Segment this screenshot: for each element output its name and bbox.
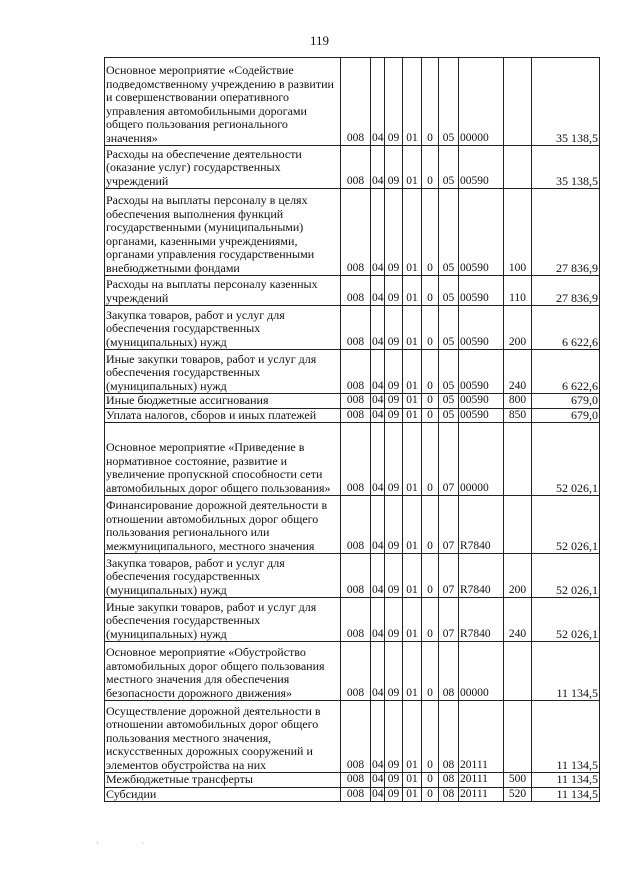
expense-type-code: 800 [504,394,532,409]
section-code: 04 [371,701,385,773]
subsection-code: 09 [385,146,403,189]
subsection-code: 09 [385,276,403,306]
subprogram-code: 0 [422,58,439,146]
program-code: 01 [403,146,422,189]
table-row [105,787,600,802]
row-name: Расходы на выплаты персоналу казенных учреждений [105,276,341,306]
amount: 35 138,5 [532,58,600,146]
ministry-code: 008 [341,306,371,350]
event-code: 08 [439,773,459,788]
subsection-code: 09 [385,642,403,701]
program-code: 01 [403,496,422,554]
subsection-code: 09 [385,496,403,554]
event-code: 05 [439,306,459,350]
subprogram-code: 0 [422,701,439,773]
ministry-code: 008 [341,350,371,394]
row-name: Финансирование дорожной деятельности в отношении автомобильных дорог общего пользования регионального или межмуниципального, местного значения [105,496,341,554]
expense-type-code: 100 [504,189,532,276]
subsection-code: 09 [385,350,403,394]
row-name: Осуществление дорожной деятельности в отношении автомобильных дорог общего пользования местного значения, искусственных дорожных сооружений и элементов обустройства на них [105,701,341,773]
expense-type-code [504,146,532,189]
section-code: 04 [371,189,385,276]
program-code: 01 [403,598,422,642]
table-row [105,773,600,788]
row-name: Расходы на выплаты персоналу в целях обеспечения выполнения функций государственными (муниципальными) органами, казенными учреждениями, органами управления государственными внебюджетными фондами [105,189,341,276]
program-code: 01 [403,642,422,701]
budget-table-body [105,58,600,802]
table-row [105,306,600,350]
row-name: Межбюджетные трансферты [105,773,341,788]
row-name: Основное мероприятие «Содействие подведомственному учреждению в развитии и совершенствовании оперативного управления автомобильными дорогами общего пользования регионального значения» [105,58,341,146]
section-code: 04 [371,146,385,189]
subsection-code: 09 [385,787,403,802]
row-name: Иные закупки товаров, работ и услуг для обеспечения государственных (муниципальных) нужд [105,350,341,394]
event-code: 05 [439,189,459,276]
expense-type-code: 110 [504,276,532,306]
program-code: 01 [403,423,422,496]
event-code: 05 [439,408,459,423]
direction-code: 00590 [459,408,504,423]
subsection-code: 09 [385,701,403,773]
amount: 27 836,9 [532,189,600,276]
subprogram-code: 0 [422,276,439,306]
ministry-code: 008 [341,58,371,146]
table-row [105,701,600,773]
amount: 679,0 [532,394,600,409]
table-row [105,408,600,423]
subprogram-code: 0 [422,423,439,496]
program-code: 01 [403,350,422,394]
direction-code: 00590 [459,189,504,276]
direction-code: 00000 [459,423,504,496]
budget-table [104,57,600,802]
subsection-code: 09 [385,306,403,350]
table-row [105,496,600,554]
subprogram-code: 0 [422,642,439,701]
subprogram-code: 0 [422,408,439,423]
event-code: 08 [439,787,459,802]
expense-type-code [504,58,532,146]
table-row [105,554,600,598]
subprogram-code: 0 [422,146,439,189]
section-code: 04 [371,423,385,496]
subprogram-code: 0 [422,598,439,642]
section-code: 04 [372,408,384,421]
section-code: 04 [371,598,385,642]
program-code: 01 [403,394,422,409]
table-row [105,146,600,189]
amount: 27 836,9 [532,276,600,306]
expense-type-code: 500 [504,773,532,788]
section-code: 04 [372,787,384,800]
direction-code: 00590 [459,276,504,306]
expense-type-code: 850 [504,408,532,423]
row-name: Закупка товаров, работ и услуг для обеспечения государственных (муниципальных) нужд [105,554,341,598]
table-row [105,642,600,701]
expense-type-code [504,423,532,496]
row-name: Уплата налогов, сборов и иных платежей [105,408,341,423]
event-code: 05 [439,58,459,146]
program-code: 01 [403,701,422,773]
expense-type-code: 520 [504,787,532,802]
subsection-code: 09 [385,423,403,496]
ministry-code: 008 [341,189,371,276]
event-code: 05 [439,276,459,306]
row-name: Основное мероприятие «Обустройство автомобильных дорог общего пользования местного значения для обеспечения безопасности дорожного движения» [105,642,341,701]
subprogram-code: 0 [422,787,439,802]
ministry-code: 008 [341,276,371,306]
amount: 679,0 [532,408,600,423]
amount: 52 026,1 [532,496,600,554]
direction-code: R7840 [459,554,504,598]
amount: 52 026,1 [532,423,600,496]
subprogram-code: 0 [422,350,439,394]
ministry-code: 008 [341,146,371,189]
direction-code: 00590 [459,350,504,394]
program-code: 01 [403,306,422,350]
amount: 6 622,6 [532,306,600,350]
expense-type-code: 240 [504,598,532,642]
ministry-code: 008 [341,423,371,496]
ministry-code: 008 [341,642,371,701]
amount: 11 134,5 [532,701,600,773]
ministry-code: 008 [341,554,371,598]
section-code: 04 [371,496,385,554]
expense-type-code: 200 [504,554,532,598]
expense-type-code [504,496,532,554]
table-row [105,350,600,394]
event-code: 05 [439,146,459,189]
event-code: 08 [439,642,459,701]
row-name: Расходы на обеспечение деятельности (оказание услуг) государственных учреждений [105,146,341,189]
ministry-code: 008 [341,394,371,409]
section-code: 04 [371,554,385,598]
section-code: 04 [371,276,385,306]
subsection-code: 09 [385,408,403,423]
direction-code: 20111 [459,787,504,802]
subprogram-code: 0 [422,394,439,409]
direction-code: 00000 [459,58,504,146]
direction-code: 00590 [459,394,504,409]
event-code: 05 [439,350,459,394]
direction-code: 20111 [459,701,504,773]
program-code: 01 [403,408,422,423]
amount: 52 026,1 [532,554,600,598]
row-name: Иные закупки товаров, работ и услуг для обеспечения государственных (муниципальных) нужд [105,598,341,642]
program-code: 01 [403,58,422,146]
expense-type-code: 240 [504,350,532,394]
event-code: 07 [439,423,459,496]
row-name: Иные бюджетные ассигнования [105,394,341,409]
ministry-code: 008 [341,598,371,642]
event-code: 07 [439,496,459,554]
table-row [105,58,600,146]
subprogram-code: 0 [422,189,439,276]
direction-code: 00590 [459,306,504,350]
amount: 52 026,1 [532,598,600,642]
table-row [105,394,600,409]
program-code: 01 [403,276,422,306]
event-code: 08 [439,701,459,773]
row-name: Субсидии [105,787,341,802]
subsection-code: 09 [385,189,403,276]
direction-code: R7840 [459,598,504,642]
subprogram-code: 0 [422,496,439,554]
subprogram-code: 0 [422,554,439,598]
event-code: 07 [439,554,459,598]
row-name: Основное мероприятие «Приведение в нормативное состояние, развитие и увеличение пропускной способности сети автомобильных дорог общего пользования» [105,423,341,496]
subsection-code: 09 [385,773,403,788]
ministry-code: 008 [341,773,371,788]
subsection-code: 09 [385,394,403,409]
program-code: 01 [403,189,422,276]
event-code: 07 [439,598,459,642]
ministry-code: 008 [341,496,371,554]
direction-code: 00590 [459,146,504,189]
expense-type-code: 200 [504,306,532,350]
subprogram-code: 0 [422,306,439,350]
ministry-code: 008 [341,701,371,773]
section-code: 04 [372,773,384,785]
table-row [105,189,600,276]
direction-code: 00000 [459,642,504,701]
expense-type-code [504,642,532,701]
subsection-code: 09 [385,598,403,642]
section-code: 04 [371,350,385,394]
subsection-code: 09 [385,58,403,146]
section-code: 04 [372,394,384,406]
amount: 6 622,6 [532,350,600,394]
row-name: Закупка товаров, работ и услуг для обеспечения государственных (муниципальных) нужд [105,306,341,350]
table-row [105,598,600,642]
expense-type-code [504,701,532,773]
amount: 11 134,5 [532,773,600,788]
amount: 11 134,5 [532,787,600,802]
section-code: 04 [371,642,385,701]
ministry-code: 008 [341,787,371,802]
page-number: 119 [309,33,330,48]
event-code: 05 [439,394,459,409]
table-row [105,423,600,496]
amount: 35 138,5 [532,146,600,189]
section-code: 04 [371,58,385,146]
program-code: 01 [403,773,422,788]
subprogram-code: 0 [422,773,439,788]
scan-marks: · · [96,838,165,848]
direction-code: R7840 [459,496,504,554]
section-code: 04 [371,306,385,350]
program-code: 01 [403,787,422,802]
program-code: 01 [403,554,422,598]
ministry-code: 008 [341,408,371,423]
direction-code: 20111 [459,773,504,788]
amount: 11 134,5 [532,642,600,701]
table-row [105,276,600,306]
subsection-code: 09 [385,554,403,598]
